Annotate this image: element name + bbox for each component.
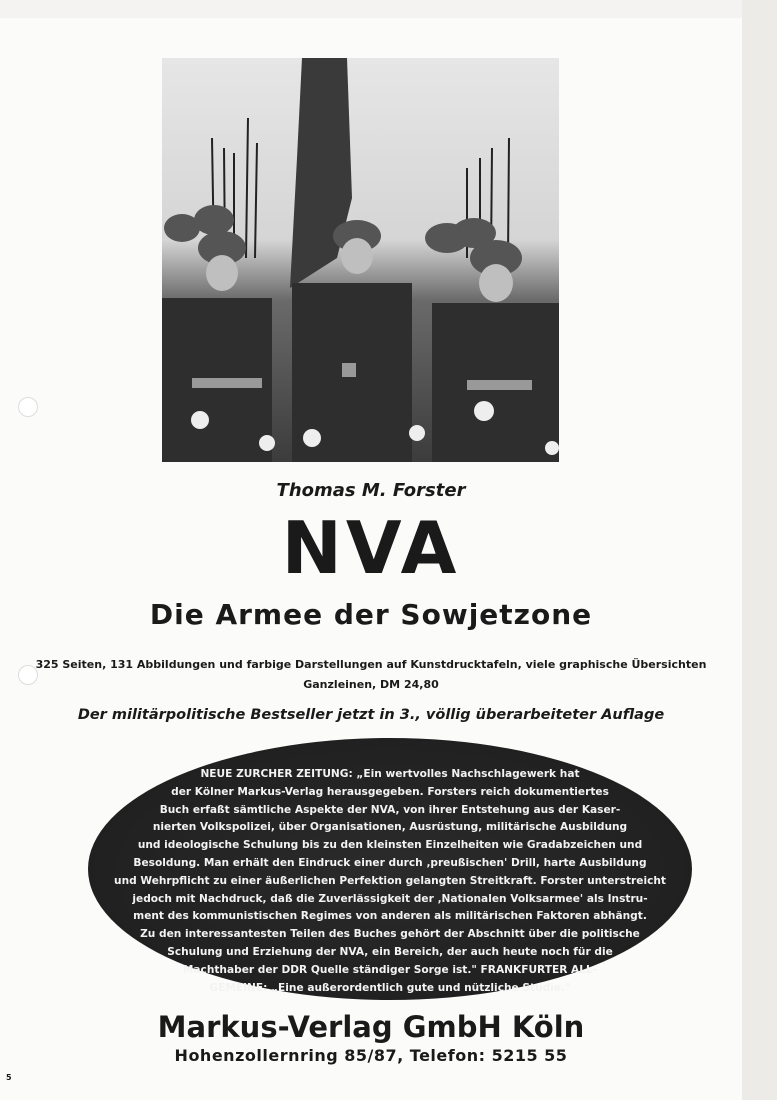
review-line: Buch erfaßt sämtliche Aspekte der NVA, von ihrer Entstehung aus der Kaser- [159, 803, 621, 816]
book-title: NVA [281, 506, 461, 590]
review-line: Zu den interessantesten Teilen des Buches gehört der Abschnitt über die politische [140, 928, 640, 941]
book-subtitle: Die Armee der Sowjetzone [149, 598, 593, 631]
review-quote [88, 766, 692, 997]
review-line: Besoldung. Man erhält den Eindruck einer durch ‚preußischen' Drill, harte Ausbildung [133, 856, 647, 869]
details-line: 325 Seiten, 131 Abbildungen und farbige Darstellungen auf Kunstdrucktafeln, viele graphische Übersichten [35, 658, 707, 671]
review-line: Machthaber der DDR Quelle ständiger Sorge ist." FRANKFURTER ALL- [182, 963, 598, 976]
review-line: jedoch mit Nachdruck, daß die Zuverlässigkeit der ‚Nationalen Volksarmee' als Instru- [132, 892, 648, 905]
details-line: Ganzleinen, DM 24,80 [303, 678, 439, 691]
review-line: GEMEINE: „Eine außerordentlich gute und nützliche Studie." [209, 981, 571, 994]
page-number: 5 [6, 1073, 12, 1082]
publisher-address: Hohenzollernring 85/87, Telefon: 5215 55 [174, 1046, 568, 1065]
soldiers-photo [162, 58, 559, 462]
review-line: der Kölner Markus-Verlag herausgegeben. Forsters reich dokumentiertes [171, 785, 609, 798]
author-name: Thomas M. Forster [276, 480, 466, 501]
review-line: Schulung und Erziehung der NVA, ein Bereich, der auch heute noch für die [167, 945, 613, 958]
publisher-name: Markus-Verlag GmbH Köln [157, 1010, 585, 1044]
page-edge [742, 0, 777, 1100]
review-line: ment des kommunistischen Regimes von anderen als militärischen Faktoren abhängt. [133, 910, 647, 923]
review-line: und Wehrpflicht zu einer äußerlichen Perfektion gelangten Streitkraft. Forster unterstreicht [114, 874, 666, 887]
punch-hole [18, 397, 38, 417]
review-line: NEUE ZURCHER ZEITUNG: „Ein wertvolles Nachschlagewerk hat [200, 768, 580, 780]
review-line: und ideologische Schulung bis zu den kleinsten Einzelheiten wie Gradabzeichen und [137, 839, 643, 852]
review-line: nierten Volkspolizei, über Organisationen, Ausrüstung, militärische Ausbildung [152, 821, 628, 834]
tagline: Der militärpolitische Bestseller jetzt in 3., völlig überarbeiteter Auflage [77, 707, 665, 723]
book-details [0, 655, 742, 695]
